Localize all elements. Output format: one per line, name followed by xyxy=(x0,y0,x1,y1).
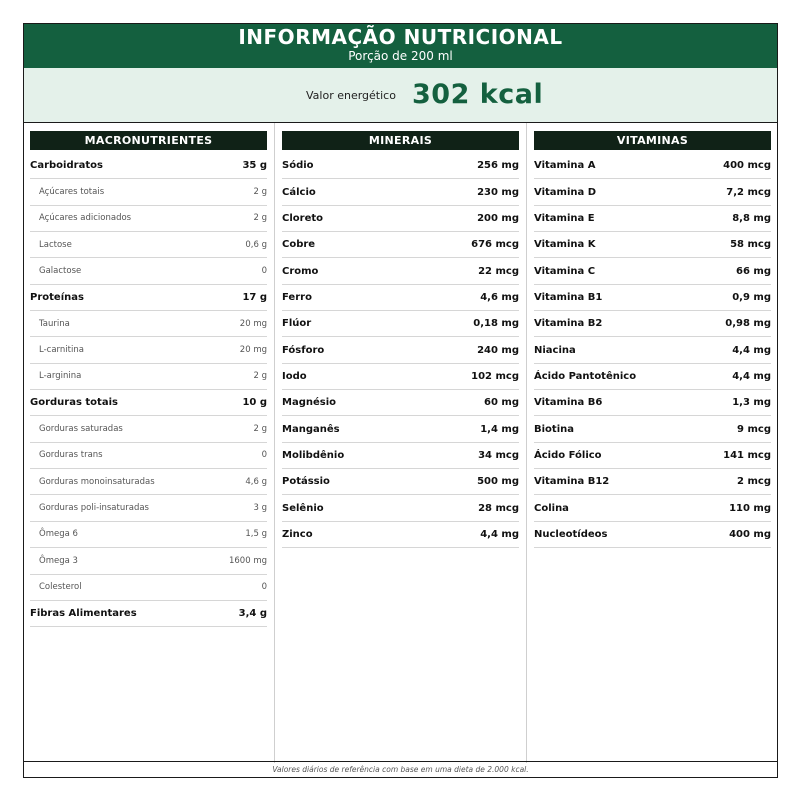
macronutrients-heading: MACRONUTRIENTES xyxy=(30,131,267,150)
nutrient-amount: 200 mg xyxy=(477,212,519,224)
nutrient-name: L-arginina xyxy=(39,371,82,382)
nutrient-amount: 34 mcg xyxy=(478,449,519,461)
nutrient-amount: 4,4 mg xyxy=(732,370,771,382)
nutrient-amount: 7,2 mcg xyxy=(726,186,771,198)
nutrient-amount: 66 mg xyxy=(736,265,771,277)
nutrient-row xyxy=(534,337,771,363)
nutrient-row xyxy=(282,443,519,469)
nutrient-row xyxy=(282,522,519,548)
nutrient-name: Zinco xyxy=(282,528,313,540)
table-header xyxy=(24,24,777,68)
nutrient-name: Ferro xyxy=(282,291,312,303)
nutrient-name: Vitamina B2 xyxy=(534,318,603,330)
nutrient-row xyxy=(282,258,519,284)
nutrient-name: Vitamina E xyxy=(534,212,595,224)
nutrient-amount: 0 xyxy=(261,266,267,277)
nutrition-table xyxy=(23,23,778,778)
nutrient-amount: 22 mcg xyxy=(478,265,519,277)
nutrient-amount: 2 g xyxy=(253,187,267,198)
nutrient-amount: 4,6 mg xyxy=(480,291,519,303)
nutrient-row xyxy=(282,311,519,337)
nutrient-name: Vitamina K xyxy=(534,239,596,251)
nutrient-row xyxy=(534,469,771,495)
nutrient-amount: 58 mcg xyxy=(730,239,771,251)
nutrient-amount: 0 xyxy=(261,582,267,593)
nutrient-row xyxy=(282,416,519,442)
nutrient-amount: 400 mcg xyxy=(723,160,771,172)
nutrient-name: Fósforo xyxy=(282,344,325,356)
nutrient-row xyxy=(534,258,771,284)
serving-size: Porção de 200 ml xyxy=(348,49,453,63)
nutrient-amount: 4,4 mg xyxy=(732,344,771,356)
nutrient-amount: 676 mcg xyxy=(471,239,519,251)
nutrient-amount: 2 g xyxy=(253,371,267,382)
nutrient-row xyxy=(534,232,771,258)
nutrient-amount: 3,4 g xyxy=(238,608,267,620)
nutrient-amount: 1,5 g xyxy=(245,529,267,540)
energy-label: Valor energético xyxy=(306,89,396,102)
energy-value: 302 kcal xyxy=(412,79,544,110)
nutrient-amount: 4,4 mg xyxy=(480,528,519,540)
minerals-list xyxy=(282,153,519,548)
nutrient-row xyxy=(534,153,771,179)
nutrient-row xyxy=(282,364,519,390)
nutrient-amount: 0 xyxy=(261,450,267,461)
nutrient-row xyxy=(282,232,519,258)
nutrient-row xyxy=(30,179,267,205)
nutrient-row xyxy=(282,206,519,232)
nutrient-name: Lactose xyxy=(39,239,72,250)
nutrient-amount: 0,18 mg xyxy=(473,318,519,330)
nutrient-columns xyxy=(24,123,777,763)
nutrient-name: Biotina xyxy=(534,423,574,435)
nutrient-name: Ômega 3 xyxy=(39,555,78,566)
nutrient-name: Gorduras monoinsaturadas xyxy=(39,476,155,487)
nutrient-row xyxy=(30,258,267,284)
footer-note: Valores diários de referência com base em uma dieta de 2.000 kcal. xyxy=(24,761,777,777)
nutrient-name: Flúor xyxy=(282,318,312,330)
nutrient-row xyxy=(534,364,771,390)
nutrient-name: Açúcares totais xyxy=(39,187,105,198)
nutrient-row xyxy=(30,601,267,627)
nutrient-amount: 35 g xyxy=(242,160,267,172)
nutrient-name: Fibras Alimentares xyxy=(30,608,137,620)
nutrient-amount: 500 mg xyxy=(477,476,519,488)
nutrient-name: Taurina xyxy=(39,318,70,329)
nutrient-row xyxy=(30,311,267,337)
nutrient-name: Gorduras totais xyxy=(30,397,118,409)
nutrient-amount: 9 mcg xyxy=(737,423,771,435)
nutrient-row xyxy=(30,206,267,232)
nutrient-amount: 240 mg xyxy=(477,344,519,356)
nutrient-amount: 20 mg xyxy=(239,345,267,356)
nutrient-name: Gorduras saturadas xyxy=(39,424,123,435)
nutrient-name: Nucleotídeos xyxy=(534,528,608,540)
nutrient-row xyxy=(30,416,267,442)
nutrient-name: Selênio xyxy=(282,502,324,514)
nutrient-name: Carboidratos xyxy=(30,160,103,172)
nutrient-amount: 400 mg xyxy=(729,528,771,540)
nutrient-row xyxy=(282,469,519,495)
nutrient-row xyxy=(534,390,771,416)
nutrient-name: Vitamina D xyxy=(534,186,597,198)
nutrient-amount: 8,8 mg xyxy=(732,212,771,224)
nutrient-amount: 17 g xyxy=(242,291,267,303)
nutrient-name: Vitamina B1 xyxy=(534,291,603,303)
vitamins-heading: VITAMINAS xyxy=(534,131,771,150)
nutrient-name: Proteínas xyxy=(30,291,84,303)
nutrient-name: Vitamina A xyxy=(534,160,596,172)
nutrient-name: Galactose xyxy=(39,266,82,277)
nutrient-row xyxy=(282,153,519,179)
nutrient-row xyxy=(534,522,771,548)
energy-panel xyxy=(24,68,777,123)
minerals-heading: MINERAIS xyxy=(282,131,519,150)
nutrient-name: Magnésio xyxy=(282,397,337,409)
nutrient-amount: 230 mg xyxy=(477,186,519,198)
nutrient-row xyxy=(282,285,519,311)
nutrient-name: Colesterol xyxy=(39,582,82,593)
minerals-column xyxy=(282,123,519,763)
macronutrients-column xyxy=(30,123,267,763)
nutrient-amount: 28 mcg xyxy=(478,502,519,514)
nutrient-name: Vitamina B6 xyxy=(534,397,603,409)
nutrient-row xyxy=(534,495,771,521)
nutrient-amount: 141 mcg xyxy=(723,449,771,461)
nutrient-row xyxy=(30,469,267,495)
nutrient-amount: 3 g xyxy=(253,503,267,514)
nutrient-amount: 1,3 mg xyxy=(732,397,771,409)
nutrient-name: Açúcares adicionados xyxy=(39,213,132,224)
nutrient-amount: 2 mcg xyxy=(737,476,771,488)
nutrient-name: Molibdênio xyxy=(282,449,345,461)
column-divider xyxy=(526,123,527,763)
nutrient-row xyxy=(30,232,267,258)
nutrient-name: Vitamina C xyxy=(534,265,596,277)
nutrient-name: Vitamina B12 xyxy=(534,476,610,488)
nutrient-amount: 20 mg xyxy=(239,318,267,329)
column-divider xyxy=(274,123,275,763)
nutrient-amount: 256 mg xyxy=(477,160,519,172)
nutrient-name: Cobre xyxy=(282,239,316,251)
nutrient-amount: 2 g xyxy=(253,424,267,435)
nutrient-row xyxy=(30,522,267,548)
nutrient-name: L-carnitina xyxy=(39,345,84,356)
nutrient-name: Ômega 6 xyxy=(39,529,78,540)
nutrient-name: Ácido Pantotênico xyxy=(534,370,637,382)
nutrient-row xyxy=(30,548,267,574)
nutrient-name: Ácido Fólico xyxy=(534,449,602,461)
nutrient-row xyxy=(534,311,771,337)
nutrient-amount: 10 g xyxy=(242,397,267,409)
nutrient-name: Cálcio xyxy=(282,186,316,198)
nutrient-name: Gorduras trans xyxy=(39,450,103,461)
nutrient-row xyxy=(30,153,267,179)
nutrient-name: Manganês xyxy=(282,423,340,435)
nutrient-name: Cloreto xyxy=(282,212,324,224)
nutrient-row xyxy=(30,443,267,469)
nutrient-row xyxy=(534,179,771,205)
nutrient-name: Niacina xyxy=(534,344,576,356)
nutrient-amount: 1,4 mg xyxy=(480,423,519,435)
nutrient-name: Iodo xyxy=(282,370,307,382)
nutrient-amount: 1600 mg xyxy=(228,555,267,566)
nutrient-name: Gorduras poli-insaturadas xyxy=(39,503,149,514)
nutrient-row xyxy=(30,495,267,521)
nutrient-row xyxy=(282,179,519,205)
nutrient-row xyxy=(30,364,267,390)
nutrient-row xyxy=(30,285,267,311)
nutrient-row xyxy=(534,206,771,232)
nutrient-row xyxy=(282,337,519,363)
nutrient-name: Sódio xyxy=(282,160,314,172)
nutrient-amount: 102 mcg xyxy=(471,370,519,382)
nutrient-amount: 110 mg xyxy=(729,502,771,514)
nutrient-amount: 0,98 mg xyxy=(725,318,771,330)
nutrient-amount: 60 mg xyxy=(484,397,519,409)
nutrient-amount: 0,9 mg xyxy=(732,291,771,303)
nutrient-row xyxy=(282,495,519,521)
table-title: INFORMAÇÃO NUTRICIONAL xyxy=(238,25,563,49)
nutrient-amount: 0,6 g xyxy=(245,239,267,250)
nutrient-name: Potássio xyxy=(282,476,330,488)
nutrient-name: Cromo xyxy=(282,265,319,277)
nutrient-row xyxy=(282,390,519,416)
nutrient-row xyxy=(30,390,267,416)
nutrient-row xyxy=(534,416,771,442)
nutrient-row xyxy=(30,575,267,601)
nutrient-amount: 4,6 g xyxy=(245,476,267,487)
nutrient-name: Colina xyxy=(534,502,569,514)
nutrient-row xyxy=(534,285,771,311)
vitamins-column xyxy=(534,123,771,763)
nutrient-row xyxy=(534,443,771,469)
macronutrients-list xyxy=(30,153,267,627)
nutrient-row xyxy=(30,337,267,363)
nutrient-amount: 2 g xyxy=(253,213,267,224)
vitamins-list xyxy=(534,153,771,548)
